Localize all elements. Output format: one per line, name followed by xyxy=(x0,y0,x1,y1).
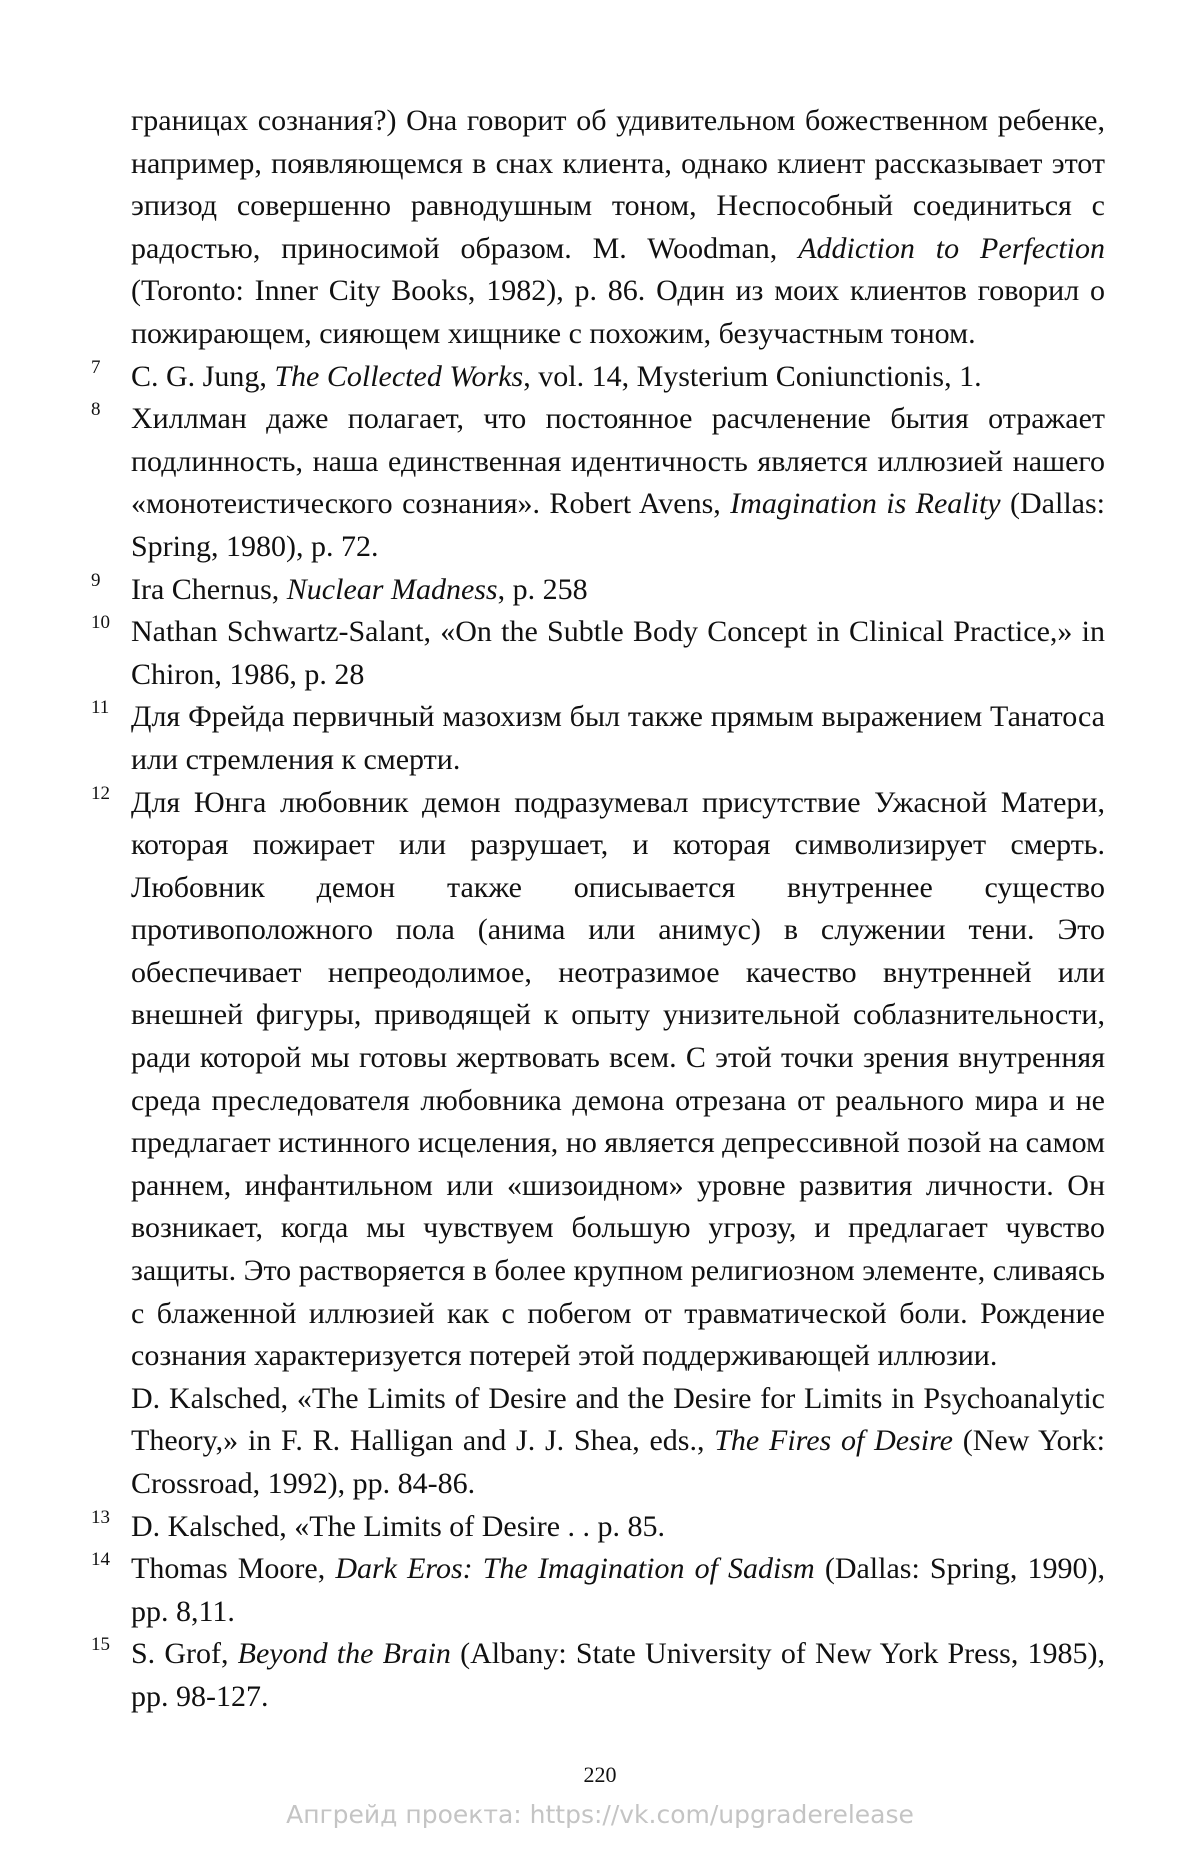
footnote-title-italic: The Collected Works xyxy=(274,359,524,393)
footnotes-block xyxy=(91,100,1106,1719)
footnote-text-segment: (Albany: State University of New York Press, 1985), pp. 98-127. xyxy=(131,1637,1105,1713)
footnote-number: 13 xyxy=(91,1506,110,1528)
footnote-text-segment: D. Kalsched, «The Limits of Desire . . p. 85. xyxy=(131,1509,666,1543)
footnote-text-segment: (Dallas: Spring, 1980), p. 72. xyxy=(131,487,1105,563)
footnote-text xyxy=(131,1633,1105,1718)
footnote-text-segment: Ira Chernus, xyxy=(131,572,287,606)
footnote xyxy=(91,696,1105,781)
footnote-title-italic: Imagination is Reality xyxy=(730,487,1001,521)
footnote-title-italic: Beyond the Brain xyxy=(237,1637,451,1671)
footnote-text xyxy=(131,611,1105,696)
footnote-text xyxy=(131,782,1105,1378)
watermark-text: Апгрейд проекта: https://vk.com/upgraderelease xyxy=(286,1800,914,1829)
footnote-text-segment: D. Kalsched, «The Limits of Desire and the Desire for Limits in Psychoanalytic Theory,» in F. R. Halligan and J. J. Shea, eds., xyxy=(131,1381,1105,1458)
footnote xyxy=(91,398,1105,568)
footnote xyxy=(91,782,1105,1506)
footnote-number: 14 xyxy=(91,1549,110,1571)
footnote-title-italic: Dark Eros: The Imagination of Sadism xyxy=(335,1552,815,1586)
footnote-text xyxy=(131,569,1105,612)
footnote xyxy=(91,1548,1106,1633)
footnote-text xyxy=(131,356,1105,399)
footnote-number: 8 xyxy=(91,399,101,421)
footnote-text xyxy=(131,398,1105,568)
footnote-text-segment: Thomas Moore, xyxy=(131,1552,336,1586)
footnote-text-segment: C. G. Jung, xyxy=(131,359,275,393)
footnote-number: 11 xyxy=(91,697,110,719)
footnote xyxy=(91,611,1105,696)
footnote xyxy=(91,569,1105,612)
footnote-number: 12 xyxy=(91,782,110,804)
footnote-text-segment: Для Фрейда первичный мазохизм был также прямым выражением Танатоса или стремления к смерти. xyxy=(131,700,1105,776)
footnote-text-segment: (New York: Crossroad, 1992), pp. 84-86. xyxy=(131,1424,1105,1500)
footnote-number: 9 xyxy=(91,569,101,591)
footnote xyxy=(131,100,1105,356)
footnote-number: 15 xyxy=(91,1634,110,1656)
footnote-text xyxy=(131,100,1105,356)
footnote xyxy=(91,1506,1105,1549)
footnote-text xyxy=(131,1548,1105,1633)
footnote-title-italic: Nuclear Madness xyxy=(286,572,498,606)
footnote-number: 7 xyxy=(91,356,101,378)
footnote-text-segment: Nathan Schwartz-Salant, «On the Subtle Body Concept in Clinical Practice,» in Chiron, 1986, p. 28 xyxy=(131,615,1105,691)
footnote-citation xyxy=(131,1378,1105,1506)
footnote-text-segment: (Toronto: Inner City Books, 1982), p. 86. Один из моих клиентов говорил о пожирающем, сияющем хищнике с похожим, безучастным тоном. xyxy=(131,274,1105,350)
footnote-text-segment: Для Юнга любовник демон подразумевал присутствие Ужасной Матери, которая пожирает или разрушает, и которая символизирует смерть. Любовник демон также описывается внутреннее существо противоположного пола (анима или анимус) в служении тени. Это обеспечивает непреодолимое, неотразимое качество внутренней или внешней фигуры, приводящей к опыту унизительной соблазнительности, ради которой мы готовы жертвовать всем. С этой точки зрения внутренняя среда преследователя любовника демона отрезана от реального мира и не предлагает истинного исцеления, но является депрессивной позой на самом раннем, инфантильном или «шизоидном» уровне развития личности. Он возникает, когда мы чувствуем большую угрозу, и предлагает чувство защиты. Это растворяется в более крупном религиозном элементе, сливаясь с блаженной иллюзией как с побегом от травматической боли. Рождение сознания характеризуется потерей этой поддерживающей иллюзии. xyxy=(131,785,1105,1373)
page-number: 220 xyxy=(583,1762,617,1787)
footnote xyxy=(91,356,1105,399)
footnote-title-italic: The Fires of Desire xyxy=(714,1424,953,1458)
footnote-title-italic: Addiction to Perfection xyxy=(798,231,1106,265)
footnote-text-segment: , vol. 14, Mysterium Coniunctionis, 1. xyxy=(523,359,982,393)
footnote-text-segment: , p. 258 xyxy=(497,572,588,606)
footnote-number: 10 xyxy=(91,612,110,634)
footnote-text-segment: границах сознания?) Она говорит об удивительном божественном ребенке, например, появляющемся в снах клиента, однако клиент рассказывает этот эпизод совершенно равнодушным тоном, Неспособный соединиться с радостью, приносимой образом. M. Woodman, xyxy=(131,104,1105,265)
footnote xyxy=(91,1633,1105,1718)
footnote-text-segment: S. Grof, xyxy=(131,1637,238,1671)
footnote-text-segment: Хиллман даже полагает, что постоянное расчленение бытия отражает подлинность, наша единственная идентичность является иллюзией нашего «монотеистического сознания». Robert Avens, xyxy=(131,402,1105,521)
footnote-text xyxy=(131,696,1105,781)
footnote-text xyxy=(131,1506,1105,1549)
footnote-text-segment: (Dallas: Spring, 1990), pp. 8,11. xyxy=(131,1552,1106,1628)
